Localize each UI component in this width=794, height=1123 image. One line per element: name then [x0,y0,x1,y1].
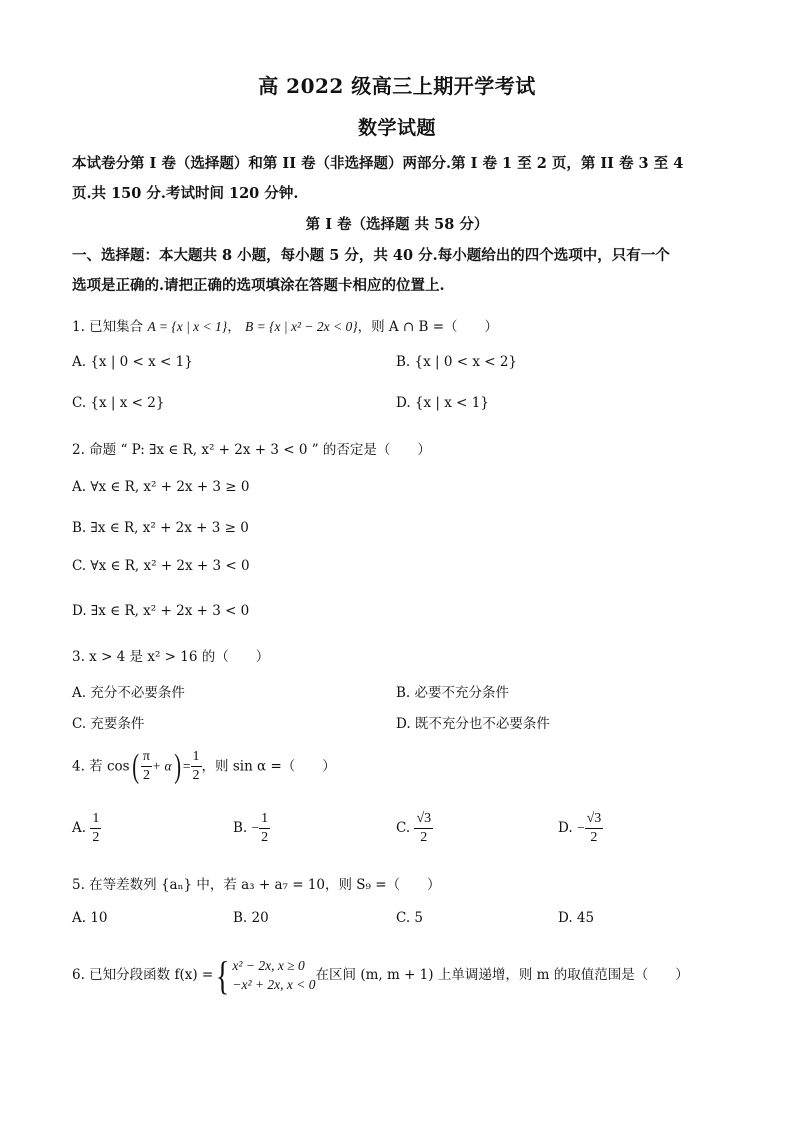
part1-heading: 第 I 卷（选择题 共 58 分） [305,216,489,233]
instruction-line-2: 选项是正确的.请把正确的选项填涂在答题卡相应的位置上. [72,277,445,294]
q1-option-a[interactable]: A. {x | 0 < x < 1} [72,354,193,370]
q4-option-b[interactable] [233,812,270,845]
q4-b-sign: − [251,820,260,836]
q6-prefix: 6. 已知分段函数 f(x) = [72,967,214,983]
q4-a-num: 1 [90,812,101,829]
q4-right-paren: ) [173,748,181,785]
q4-c-fraction [414,812,433,845]
q4-option-a[interactable] [72,812,101,845]
q4-option-c[interactable] [396,812,433,845]
intro-line-1: 本试卷分第 I 卷（选择题）和第 II 卷（非选择题）两部分.第 I 卷 1 至 2 页，第 II 卷 3 至 4 [72,155,684,172]
q4-a-fraction [90,812,101,845]
q4-rhs-fraction [191,750,202,783]
q5-option-d[interactable]: D. 45 [558,910,595,926]
q1-set-a: A = {x | x < 1} [147,319,228,334]
q1-prefix: 1. 已知集合 [72,319,144,335]
q4-c-label: C. [396,820,411,837]
q1-option-d[interactable]: D. {x | x < 1} [396,395,489,411]
instruction-line-1: 一、选择题：本大题共 8 小题，每小题 5 分，共 40 分.每小题给出的四个选项中，只有一个 [72,247,670,264]
q6-case-1: x² − 2x, x ≥ 0 [232,957,305,973]
q6-suffix: 在区间 (m, m + 1) 上单调递增，则 m 的取值范围是（ ） [315,967,689,983]
q1-comma: ， [227,319,241,335]
q4-d-den: 2 [590,829,598,845]
question-4-stem [72,748,336,786]
exam-subtitle: 数学试题 [357,117,436,139]
q4-arg-tail: + α [152,758,172,774]
q4-b-fraction [259,812,270,845]
question-3-stem: 3. x > 4 是 x² > 16 的（ ） [72,649,270,665]
q2-option-a[interactable]: A. ∀x ∈ R, x² + 2x + 3 ≥ 0 [72,479,250,495]
q4-rhs-num: 1 [191,750,202,767]
q6-cases [232,957,315,995]
q3-option-b[interactable]: B. 必要不充分条件 [396,685,510,701]
q1-option-b[interactable]: B. {x | 0 < x < 2} [396,354,518,370]
q5-option-a[interactable]: A. 10 [72,910,108,926]
q4-d-fraction [585,812,604,845]
q4-rhs-den: 2 [192,768,200,783]
q4-left-paren: ( [131,748,139,785]
q4-suffix: ，则 sin α =（ ） [201,758,336,775]
q4-arg-num: π [141,750,152,767]
q5-option-c[interactable]: C. 5 [396,910,424,926]
q2-option-b[interactable]: B. ∃x ∈ R, x² + 2x + 3 ≥ 0 [72,520,249,536]
q3-option-a[interactable]: A. 充分不必要条件 [72,685,185,701]
exam-title: 高 2022 级高三上期开学考试 [258,74,536,98]
q4-a-label: A. [72,820,87,837]
q1-suffix: ，则 A ∩ B =（ ） [357,319,499,335]
question-5-stem: 5. 在等差数列 {aₙ} 中，若 a₃ + a₇ = 10，则 S₉ =（ ） [72,877,441,893]
question-2-stem: 2. 命题 “ P: ∃x ∈ R, x² + 2x + 3 < 0 ” 的否定是（ ） [72,442,431,458]
question-1-stem [72,315,498,335]
q4-option-d[interactable] [558,812,603,845]
q3-option-c[interactable]: C. 充要条件 [72,716,145,732]
q1-set-b: B = {x | x² − 2x < 0} [244,319,358,334]
q4-d-num: √3 [585,812,604,829]
q6-case-2: −x² + 2x, x < 0 [232,976,316,992]
q4-equals: = [182,758,191,774]
q4-c-num: √3 [414,812,433,829]
q4-arg-fraction [141,750,152,783]
q4-b-label: B. [233,820,248,837]
q4-prefix: 4. 若 cos [72,758,130,775]
q4-d-label: D. [558,820,573,837]
q2-option-d[interactable]: D. ∃x ∈ R, x² + 2x + 3 < 0 [72,603,250,619]
q4-b-den: 2 [261,829,269,845]
question-6-stem [72,952,689,999]
q3-option-d[interactable]: D. 既不充分也不必要条件 [396,716,550,732]
intro-line-2: 页.共 150 分.考试时间 120 分钟. [72,185,299,202]
q6-brace: { [216,953,230,998]
q2-option-c[interactable]: C. ∀x ∈ R, x² + 2x + 3 < 0 [72,558,250,574]
q4-b-num: 1 [259,812,270,829]
q5-option-b[interactable]: B. 20 [233,910,269,926]
q4-a-den: 2 [92,829,100,845]
q4-c-den: 2 [420,829,428,845]
q4-arg-den: 2 [142,768,150,783]
q1-option-c[interactable]: C. {x | x < 2} [72,395,165,411]
q4-d-sign: − [576,820,585,836]
